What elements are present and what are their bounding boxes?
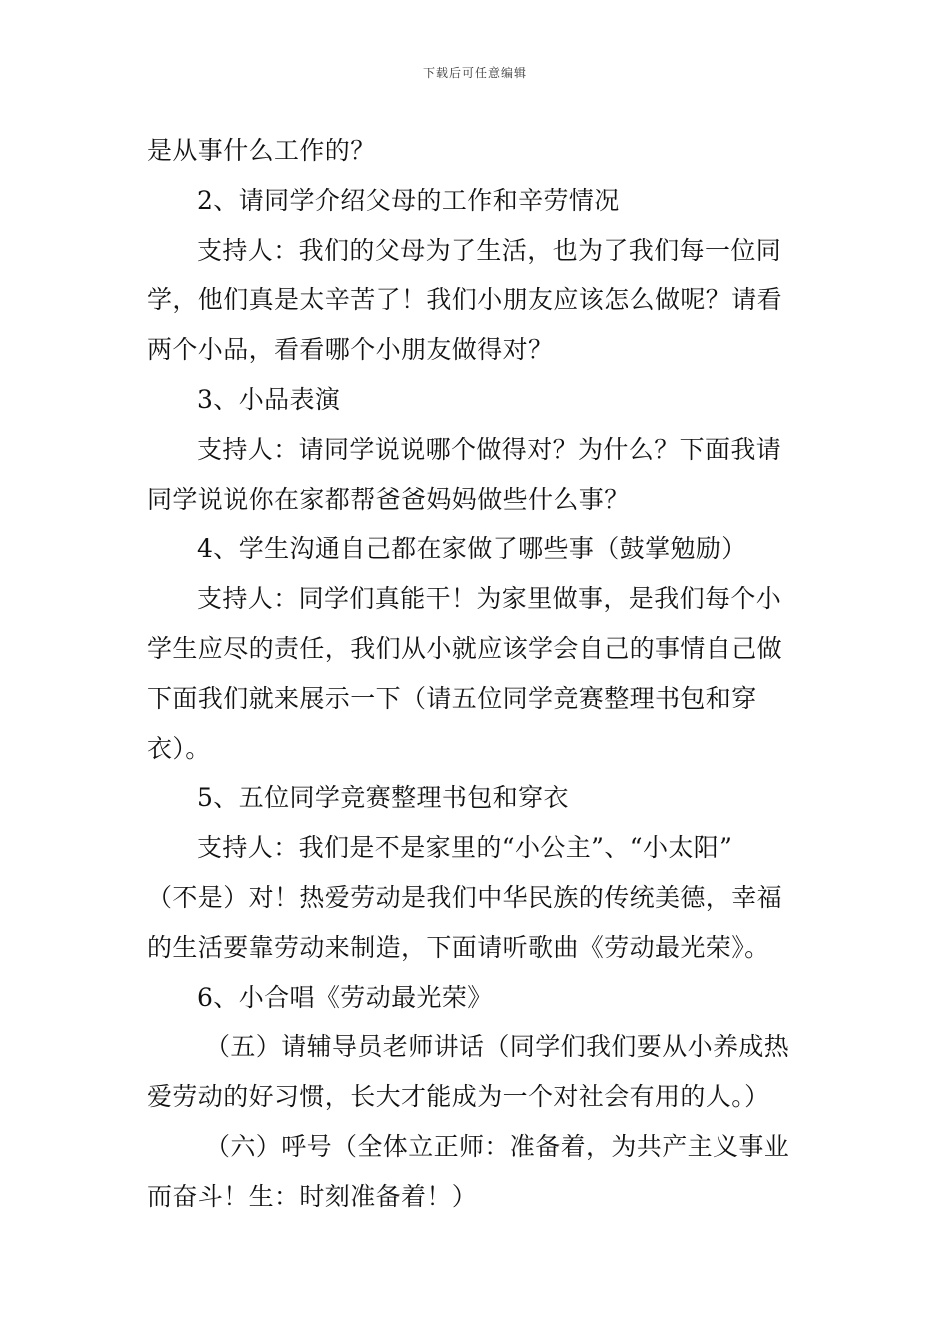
- text-line: 支持人：请同学说说哪个做得对？为什么？下面我请: [197, 434, 782, 464]
- text-line: 爱劳动的好习惯，长大才能成为一个对社会有用的人。）: [147, 1082, 770, 1112]
- text-line: 支持人：同学们真能干！为家里做事，是我们每个小: [197, 584, 782, 614]
- text-line: 学，他们真是太辛苦了！我们小朋友应该怎么做呢？请看: [147, 285, 783, 315]
- text-line: 是从事什么工作的？: [147, 136, 376, 165]
- text-line: 支持人：我们的父母为了生活，也为了我们每一位同: [197, 235, 782, 265]
- page-header: 下载后可任意编辑: [422, 66, 527, 80]
- section-heading: 2、请同学介绍父母的工作和辛劳情况: [197, 185, 620, 215]
- section-heading: （六）呼号（全体立正师：准备着，为共产主义事业: [205, 1131, 790, 1161]
- section-heading: （五）请辅导员老师讲话（同学们我们要从小养成热: [205, 1032, 790, 1062]
- text-line: （不是）对！热爱劳动是我们中华民族的传统美德，幸福: [147, 882, 783, 912]
- section-heading: 4、学生沟通自己都在家做了哪些事（鼓掌勉励）: [197, 534, 747, 564]
- text-line: 学生应尽的责任，我们从小就应该学会自己的事情自己做: [147, 633, 783, 663]
- section-heading: 3、小品表演: [197, 384, 341, 414]
- text-line: 支持人：我们是不是家里的“小公主”、“小太阳”: [197, 833, 733, 863]
- text-line: 衣）。: [147, 733, 211, 763]
- text-line: 下面我们就来展示一下（请五位同学竞赛整理书包和穿: [147, 683, 757, 713]
- document-body: [147, 126, 809, 1222]
- text-line: 两个小品，看看哪个小朋友做得对？: [147, 335, 554, 365]
- text-line: 而奋斗！生：时刻准备着！）: [147, 1181, 478, 1211]
- section-heading: 6、小合唱《劳动最光荣》: [197, 982, 493, 1012]
- text-line: 同学说说你在家都帮爸爸妈妈做些什么事？: [147, 484, 630, 514]
- text-line: 的生活要靠劳动来制造，下面请听歌曲《劳动最光荣》。: [147, 932, 770, 962]
- section-heading: 5、五位同学竞赛整理书包和穿衣: [197, 783, 569, 813]
